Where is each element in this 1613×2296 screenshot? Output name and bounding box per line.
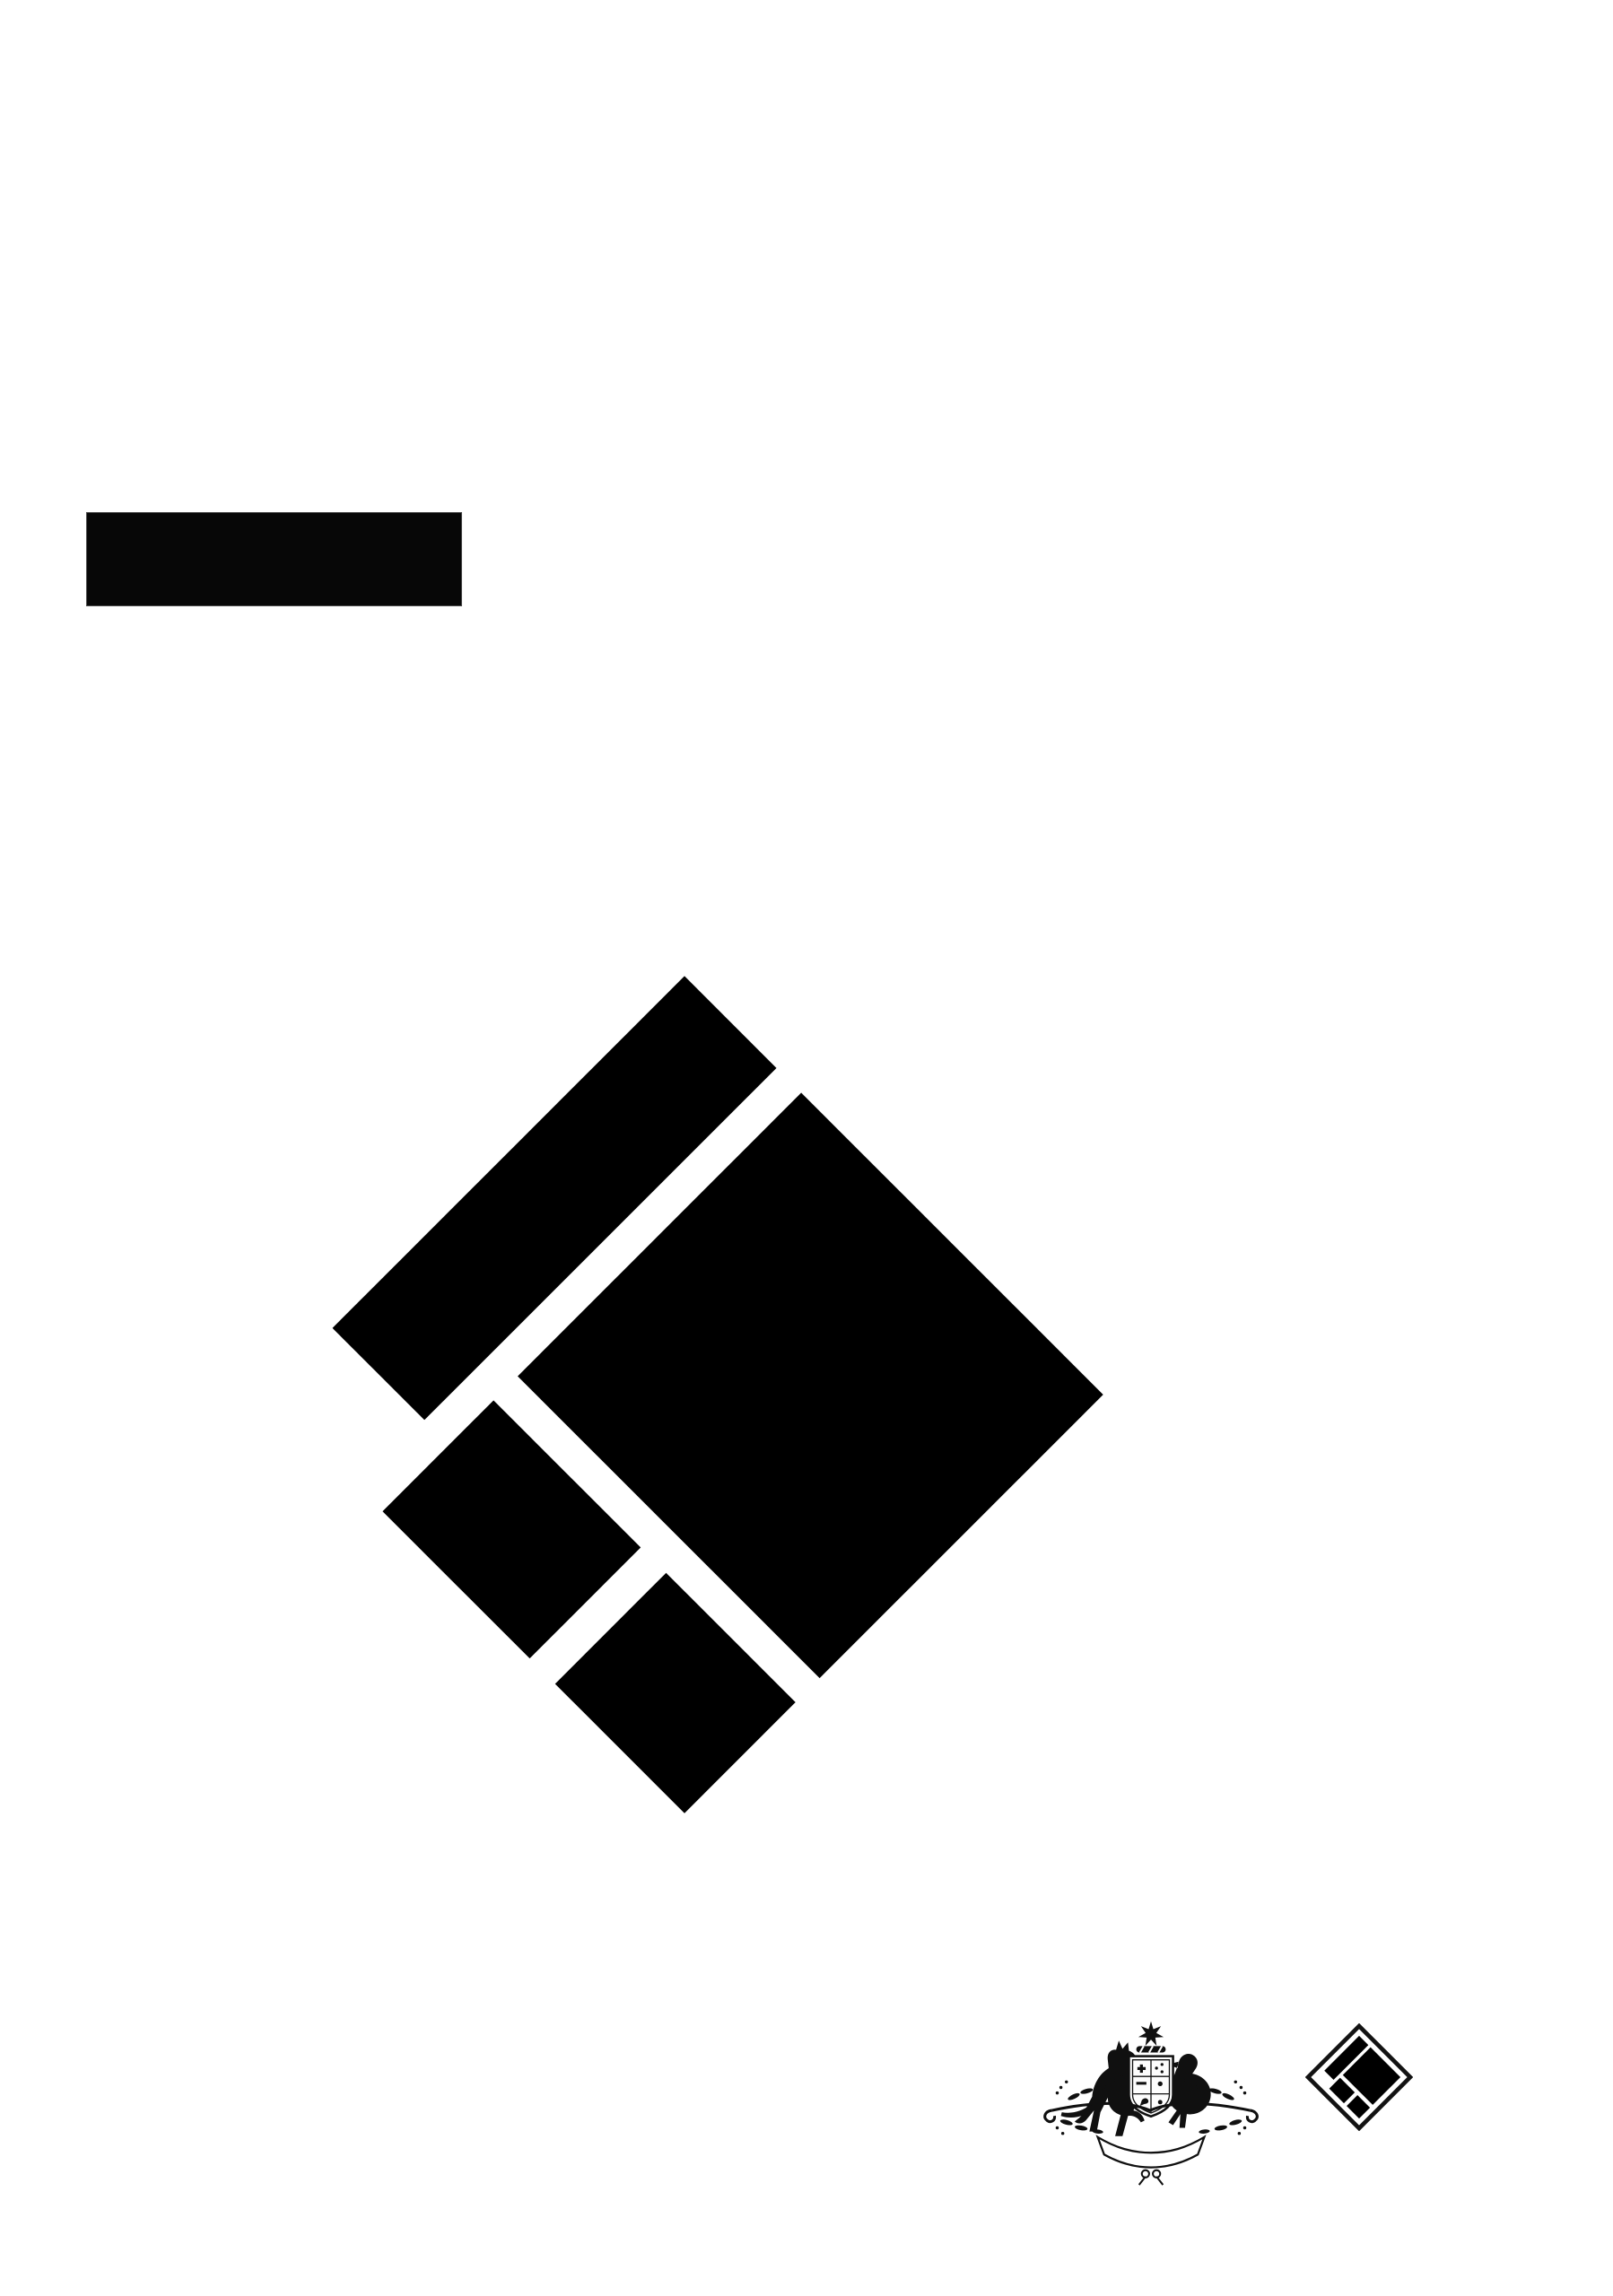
australian-coat-of-arms-icon [1039, 2020, 1263, 2196]
asic-underline-rule [1286, 2171, 1465, 2175]
asic-diamond-logo-icon [1305, 2023, 1413, 2131]
